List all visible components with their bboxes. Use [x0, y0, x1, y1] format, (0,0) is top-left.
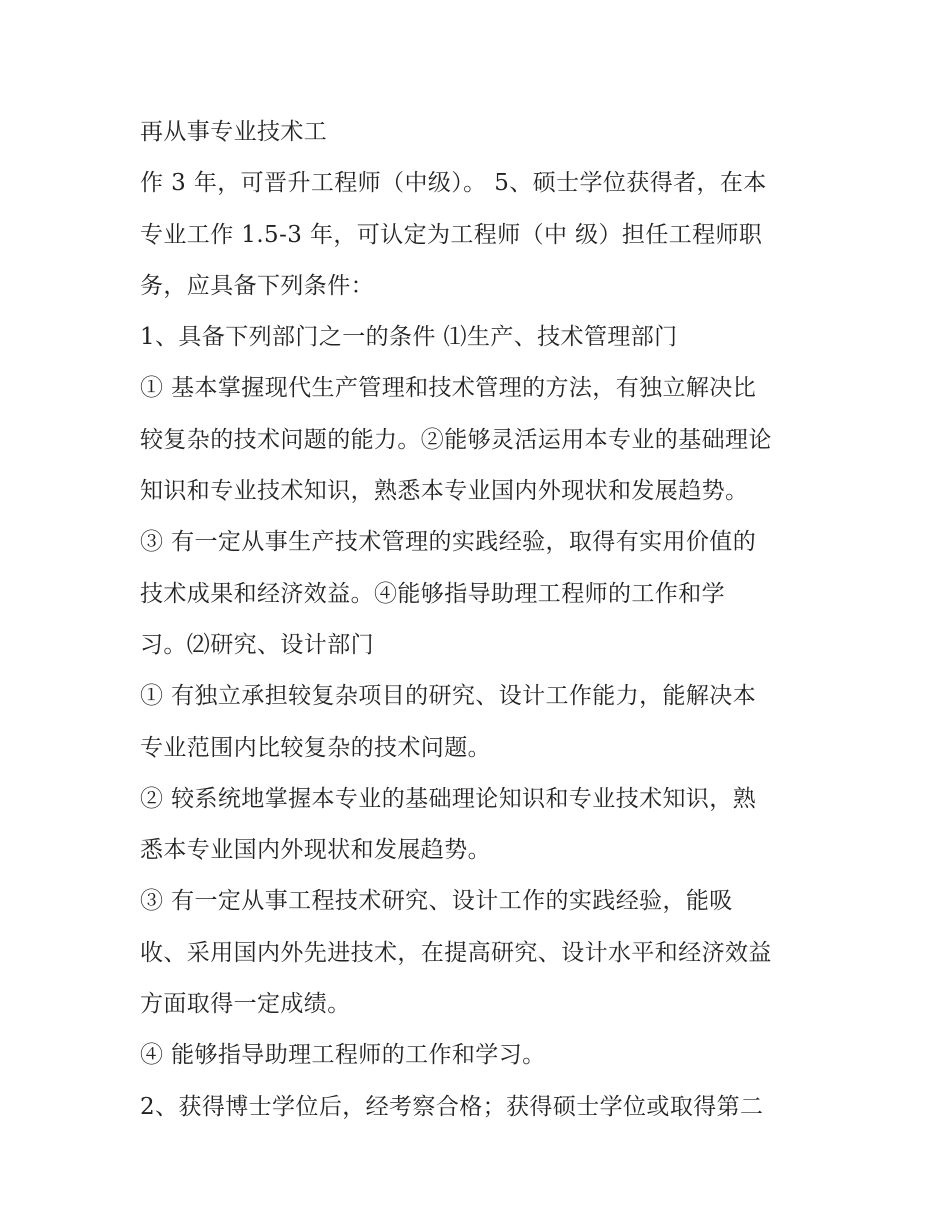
text-line: 较复杂的技术问题的能力。②能够灵活运用本专业的基础理论: [140, 426, 772, 453]
text-line: 习。⑵研究、设计部门: [140, 631, 374, 658]
document-body: [140, 107, 830, 1133]
text-line: ① 有独立承担较复杂项目的研究、设计工作能力，能解决本: [140, 683, 757, 710]
text-line: 方面取得一定成绩。: [140, 991, 351, 1018]
section-heading-line: 1、具备下列部门之一的条件 ⑴生产、技术管理部门: [140, 324, 678, 351]
text-line: 作 3 年，可晋升工程师（中级）。 5、硕士学位获得者，在本: [140, 170, 767, 197]
text-line: 技术成果和经济效益。④能够指导助理工程师的工作和学: [140, 580, 725, 607]
text-line: 悉本专业国内外现状和发展趋势。: [140, 837, 491, 864]
text-line: ② 较系统地掌握本专业的基础理论知识和专业技术知识，熟: [140, 785, 757, 812]
text-line: ③ 有一定从事生产技术管理的实践经验，取得有实用价值的: [140, 529, 757, 556]
text-line: ④ 能够指导助理工程师的工作和学习。: [140, 1042, 546, 1069]
text-line: 收、采用国内外先进技术，在提高研究、设计水平和经济效益: [140, 939, 772, 966]
text-line: 再从事专业技术工: [140, 119, 328, 145]
text-line: ① 基本掌握现代生产管理和技术管理的方法，有独立解决比: [140, 375, 757, 402]
text-line: 知识和专业技术知识，熟悉本专业国内外现状和发展趋势。: [140, 478, 749, 505]
text-line: 专业范围内比较复杂的技术问题。: [140, 734, 491, 761]
section-heading-line: 2、获得博士学位后，经考察合格；获得硕士学位或取得第二: [140, 1093, 764, 1120]
text-line: ③ 有一定从事工程技术研究、设计工作的实践经验，能吸: [140, 888, 733, 915]
text-line: 务，应具备下列条件：: [140, 272, 374, 299]
text-line: 专业工作 1.5-3 年，可认定为工程师（中 级）担任工程师职: [140, 221, 763, 248]
